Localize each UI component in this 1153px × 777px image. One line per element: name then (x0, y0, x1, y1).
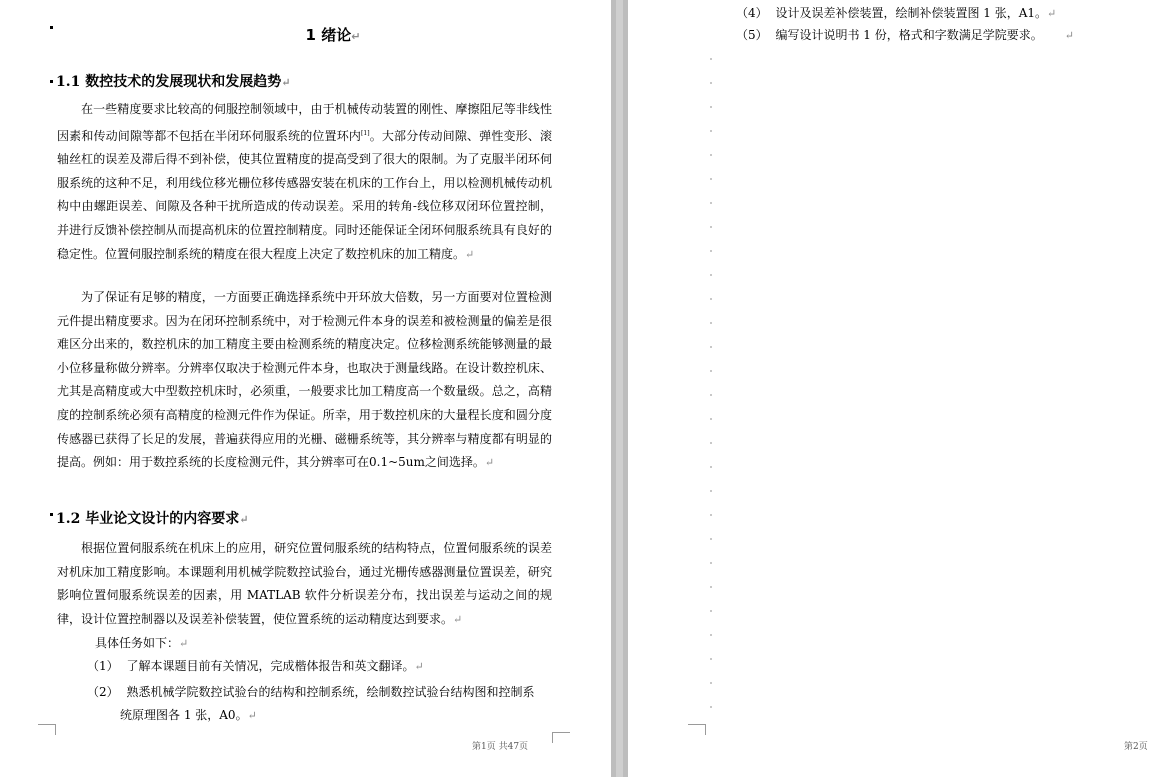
empty-paragraph-dot (710, 514, 712, 516)
empty-paragraph-dot (710, 658, 712, 660)
empty-paragraph-dot (710, 370, 712, 372)
document-page-2[interactable] (628, 0, 1153, 777)
task-item-5[interactable]: （5） 编写设计说明书 1 份，格式和字数满足学院要求。 ↵ (736, 28, 1074, 42)
empty-paragraph-dot (710, 394, 712, 396)
empty-paragraph-dot (710, 610, 712, 612)
empty-paragraph-dot (710, 634, 712, 636)
empty-paragraph-dot (710, 226, 712, 228)
empty-paragraph-dot (710, 154, 712, 156)
empty-paragraph-dot (710, 58, 712, 60)
chapter-title: 1 绪论↵ (305, 26, 361, 44)
empty-paragraph-dot (710, 106, 712, 108)
paragraph-1[interactable]: 在一些精度要求比较高的伺服控制领域中，由于机械传动装置的刚性、摩擦阻尼等非线性因素和传动间隙等都不包括在半闭环伺服系统的位置环内[1]。大部分传动间隙、弹性变形、滚轴丝杠的误差及滞后得不到补偿，使其位置精度的提高受到了很大的限制。为了克服半闭环伺服系统的这种不足，利用线位移光栅位移传感器安装在机床的工作台上，用以检测机械传动机构中由螺距误差、间隙及各种干扰所造成的传动误差。采用的转角-线位移双闭环位置控制，并进行反馈补偿控制从而提高机床的位置控制精度。同时还能保证全闭环伺服系统具有良好的稳定性。位置伺服控制系统的精度在很大程度上决定了数控机床的加工精度。↵ (57, 102, 552, 261)
empty-paragraph-dot (710, 82, 712, 84)
empty-paragraph-dot (710, 346, 712, 348)
empty-paragraph-dot (710, 250, 712, 252)
empty-paragraph-dot (710, 322, 712, 324)
empty-paragraph-dot (710, 274, 712, 276)
empty-paragraph-dot (710, 298, 712, 300)
empty-paragraph-dot (710, 706, 712, 708)
empty-paragraph-dot (710, 418, 712, 420)
task-item-1[interactable]: （1） 了解本课题目前有关情况，完成楷体报告和英文翻译。↵ (87, 659, 424, 673)
margin-corner-mark (688, 724, 706, 735)
paragraph-bullet (50, 80, 53, 83)
margin-corner-mark (38, 724, 56, 735)
paragraph-2[interactable]: 为了保证有足够的精度，一方面要正确选择系统中开环放大倍数，另一方面要对位置检测元件提出精度要求。因为在闭环控制系统中，对于检测元件本身的误差和被检测量的偏差是很难区分出来的，数控机床的加工精度主要由检测系统的精度决定。位移检测系统能够测量的最小位移量称做分辨率。分辨率仅取决于检测元件本身，也取决于测量线路。在设计数控机床、尤其是高精度或大中型数控机床时，必须重，一般要求比加工精度高一个数量级。总之，高精度的控制系统必须有高精度的检测元件作为保证。所幸，用于数控机床的大量程长度和圆分度传感器已获得了长足的发展，普遍获得应用的光栅、磁栅系统等，其分辨率与精度都有明显的提高。例如：用于数控系统的长度检测元件，其分辨率可在0.1~5um之间选择。↵ (57, 290, 552, 470)
paragraph-bullet (50, 26, 53, 29)
page-footer: 第1页 共47页 (472, 742, 529, 752)
section-heading-1-1: 1.1 数控技术的发展现状和发展趋势↵ (56, 74, 291, 90)
empty-paragraph-dot (710, 562, 712, 564)
page-footer: 第2页 (1124, 742, 1148, 752)
task-item-2[interactable]: （2） 熟悉机械学院数控试验台的结构和控制系统，绘制数控试验台结构图和控制系 (87, 685, 535, 699)
paragraph-bullet (50, 513, 53, 516)
empty-paragraph-dot (710, 178, 712, 180)
page-gap (611, 0, 628, 777)
paragraph-3[interactable]: 根据位置伺服系统在机床上的应用，研究位置伺服系统的结构特点，位置伺服系统的误差对机床加工精度影响。本课题利用机械学院数控试验台，通过光栅传感器测量位置误差，研究影响位置伺服系统误差的因素，用 MATLAB 软件分析误差分布，找出误差与运动之间的规律，设计位置控制器以及误差补偿装置，使位置系统的运动精度达到要求。↵ (57, 541, 552, 626)
empty-paragraph-dot (710, 586, 712, 588)
margin-corner-mark (552, 732, 570, 743)
empty-paragraph-dot (710, 202, 712, 204)
empty-paragraph-dot (710, 466, 712, 468)
empty-paragraph-dot (710, 130, 712, 132)
empty-paragraph-dot (710, 442, 712, 444)
task-item-4[interactable]: （4） 设计及误差补偿装置，绘制补偿装置图 1 张，A1。↵ (736, 6, 1057, 20)
empty-paragraph-dot (710, 682, 712, 684)
empty-paragraph-dot (710, 490, 712, 492)
task-intro[interactable]: 具体任务如下：↵ (95, 636, 189, 650)
section-heading-1-2: 1.2 毕业论文设计的内容要求↵ (56, 511, 249, 527)
empty-paragraph-dot (710, 538, 712, 540)
task-item-2-continued[interactable]: 统原理图各 1 张，A0。↵ (120, 708, 257, 722)
